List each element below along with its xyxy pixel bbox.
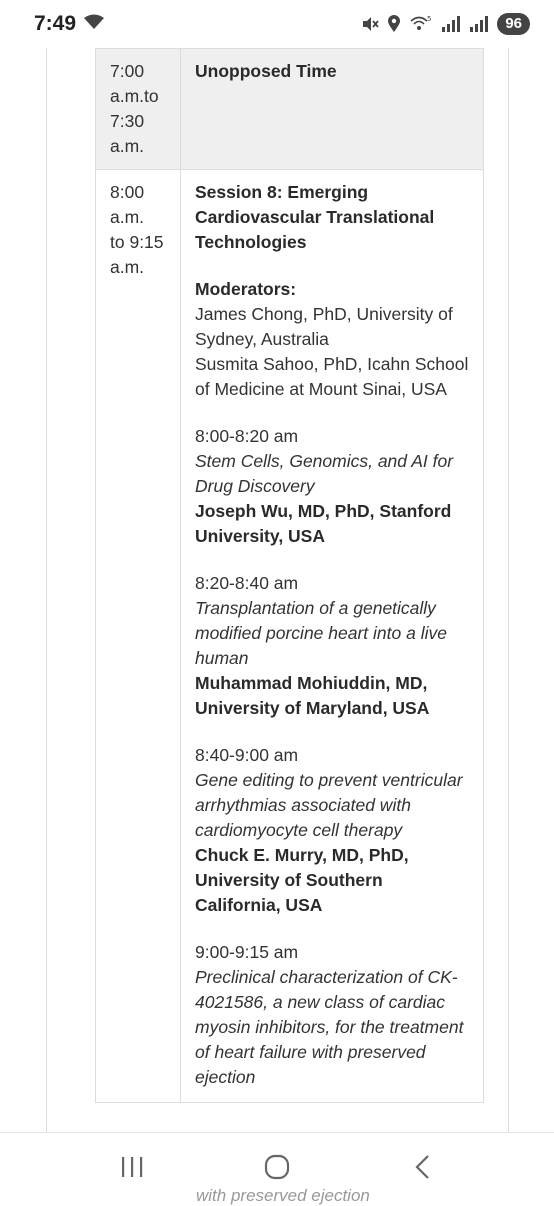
talk-block — [195, 743, 471, 918]
session-title: Session 8: Emerging Cardiovascular Translational Technologies — [195, 182, 435, 252]
talk-speaker: Muhammad Mohiuddin, MD, University of Maryland, USA — [195, 673, 430, 718]
time-line: a.m. — [110, 136, 145, 156]
talk-title: Stem Cells, Genomics, and AI for Drug Discovery — [195, 451, 454, 496]
partially-hidden-text: with preserved ejection — [196, 1186, 370, 1205]
moderators-label: Moderators: — [195, 279, 297, 299]
home-icon — [264, 1154, 290, 1180]
status-right — [361, 13, 530, 35]
battery-indicator: 96 — [497, 13, 530, 35]
talk-block — [195, 571, 471, 721]
talk-title: Transplantation of a genetically modified porcine heart into a live human — [195, 598, 447, 668]
time-line: a.m. — [110, 207, 145, 227]
talk-time: 8:40-9:00 am — [195, 745, 299, 765]
content-cell — [181, 170, 484, 1103]
talk-speaker: Chuck E. Murry, MD, PhD, University of Southern California, USA — [195, 845, 409, 915]
wifi-icon — [84, 14, 104, 35]
time-line: to 9:15 — [110, 232, 164, 252]
talk-block — [195, 940, 471, 1090]
content-border-right — [508, 48, 509, 1132]
content-cell — [181, 49, 484, 170]
mute-icon — [361, 15, 379, 33]
table-row — [96, 49, 484, 170]
content-border-left — [46, 48, 47, 1132]
moderator: Susmita Sahoo, PhD, Icahn School of Medicine at Mount Sinai, USA — [195, 354, 469, 399]
talk-speaker: Joseph Wu, MD, PhD, Stanford University, USA — [195, 501, 452, 546]
time-line: a.m. — [110, 257, 145, 277]
table-row — [96, 170, 484, 1103]
status-time: 7:49 — [34, 12, 77, 35]
recent-apps-button[interactable] — [102, 1147, 162, 1187]
page-content[interactable] — [0, 48, 554, 1132]
schedule-table — [95, 48, 484, 1103]
talk-title: Gene editing to prevent ventricular arrhythmias associated with cardiomyocyte cell therapy — [195, 770, 463, 840]
signal-icon — [469, 15, 489, 33]
talk-time: 8:00-8:20 am — [195, 426, 299, 446]
row-title: Unopposed Time — [195, 61, 337, 81]
svg-text:5: 5 — [427, 15, 432, 23]
moderators-block — [195, 277, 471, 402]
home-button[interactable] — [247, 1147, 307, 1187]
talk-title: Preclinical characterization of CK-4021586, a new class of cardiac myosin inhibitors, for the treatment of heart failure with preserved ejection — [195, 967, 464, 1087]
talk-time: 8:20-8:40 am — [195, 573, 299, 593]
talk-block — [195, 424, 471, 549]
time-line: 8:00 — [110, 182, 145, 202]
back-icon — [413, 1154, 431, 1180]
signal-icon — [441, 15, 461, 33]
moderator: James Chong, PhD, University of Sydney, Australia — [195, 304, 453, 349]
time-line: 7:30 — [110, 111, 145, 131]
time-cell — [96, 49, 181, 170]
talk-time: 9:00-9:15 am — [195, 942, 299, 962]
status-bar — [0, 0, 554, 48]
time-line: a.m.to — [110, 86, 159, 106]
wifi-5g-icon — [409, 15, 433, 33]
time-line: 7:00 — [110, 61, 145, 81]
location-icon — [387, 15, 401, 33]
recent-apps-icon — [120, 1156, 144, 1178]
time-cell — [96, 170, 181, 1103]
back-button[interactable] — [392, 1147, 452, 1187]
status-left — [34, 12, 104, 36]
